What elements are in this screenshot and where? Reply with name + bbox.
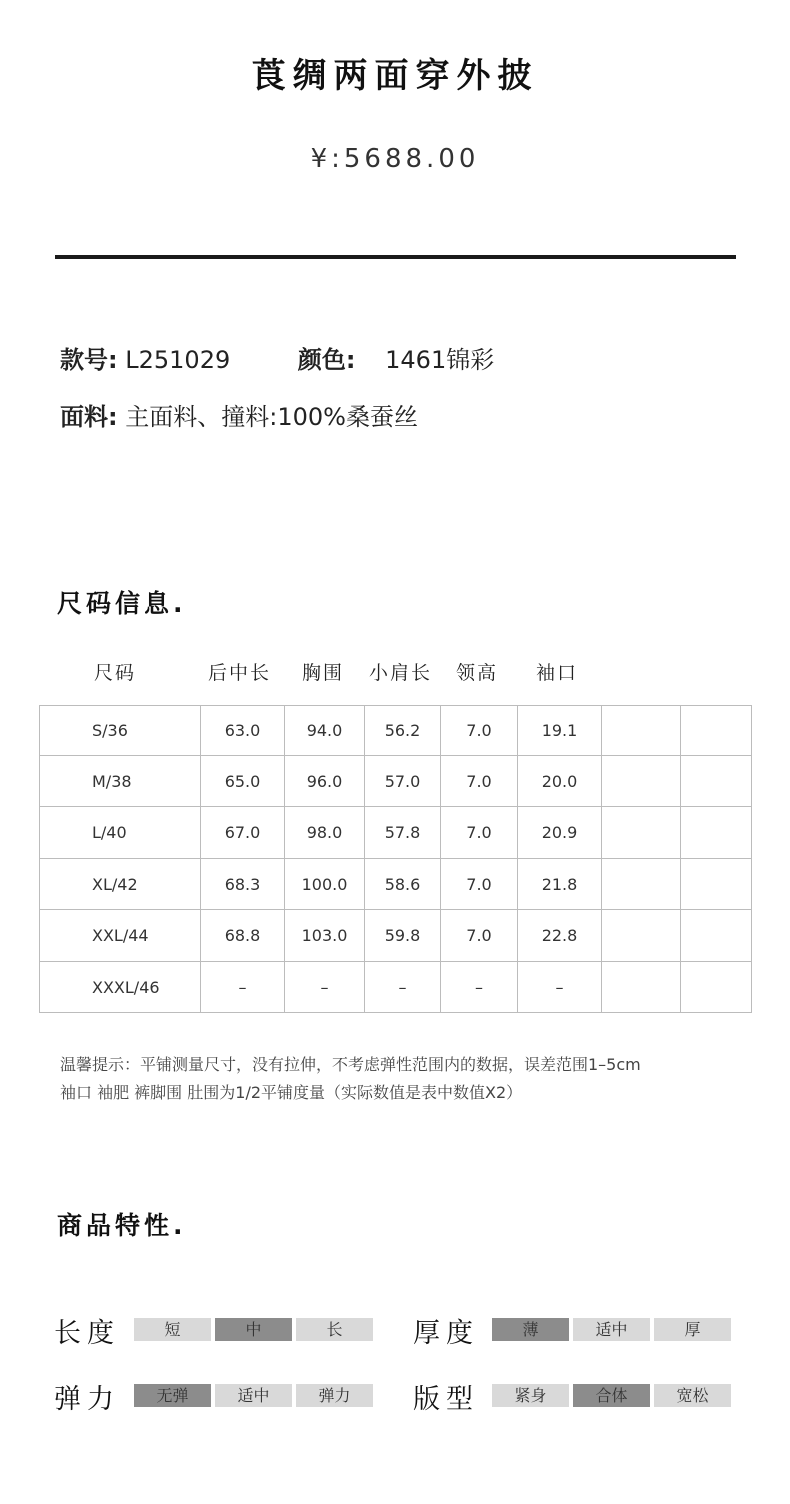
table-cell <box>681 807 752 859</box>
product-title: 莨绸两面穿外披 <box>251 56 539 96</box>
size-section-title: 尺码信息. <box>57 589 187 618</box>
fabric-value: 主面料、撞料:100%桑蚕丝 <box>125 403 418 431</box>
table-cell: – <box>201 962 285 1013</box>
table-cell: 19.1 <box>518 706 602 756</box>
table-cell: 68.8 <box>201 910 285 962</box>
table-row <box>40 756 752 807</box>
table-cell: 7.0 <box>441 706 518 756</box>
feature-label-thickness: 厚度 <box>413 1318 479 1349</box>
header-cuff: 袖口 <box>536 662 579 684</box>
product-price: ¥:5688.00 <box>310 144 480 174</box>
table-cell: L/40 <box>40 807 201 859</box>
header-back-length: 后中长 <box>208 662 272 684</box>
table-cell: – <box>285 962 365 1013</box>
feature-label-fit: 版型 <box>413 1384 479 1415</box>
table-cell: 7.0 <box>441 910 518 962</box>
table-cell: – <box>441 962 518 1013</box>
table-cell: 68.3 <box>201 859 285 910</box>
table-cell: 67.0 <box>201 807 285 859</box>
table-cell: 65.0 <box>201 756 285 807</box>
table-cell <box>602 910 681 962</box>
table-cell <box>602 706 681 756</box>
table-cell: 7.0 <box>441 807 518 859</box>
table-cell <box>681 910 752 962</box>
table-cell <box>602 962 681 1013</box>
feature-option-length-2: 长 <box>296 1318 373 1341</box>
style-value: L251029 <box>125 346 231 374</box>
table-cell: 7.0 <box>441 859 518 910</box>
table-cell: 21.8 <box>518 859 602 910</box>
divider <box>55 255 736 259</box>
table-cell <box>681 962 752 1013</box>
table-cell: XXL/44 <box>40 910 201 962</box>
table-cell: 94.0 <box>285 706 365 756</box>
table-row <box>40 706 752 756</box>
feature-option-fit-2: 宽松 <box>654 1384 731 1407</box>
table-cell: 22.8 <box>518 910 602 962</box>
feature-option-thickness-0: 薄 <box>492 1318 569 1341</box>
table-row <box>40 807 752 859</box>
header-shoulder: 小肩长 <box>369 662 433 684</box>
table-cell <box>681 706 752 756</box>
feature-option-elasticity-0: 无弹 <box>134 1384 211 1407</box>
table-cell: XXXL/46 <box>40 962 201 1013</box>
table-cell <box>602 807 681 859</box>
table-cell <box>681 859 752 910</box>
feature-option-length-1: 中 <box>215 1318 292 1341</box>
features-section-title: 商品特性. <box>57 1211 187 1240</box>
feature-option-thickness-1: 适中 <box>573 1318 650 1341</box>
header-chest: 胸围 <box>302 662 345 684</box>
table-row <box>40 962 752 1013</box>
size-note-1: 温馨提示：平铺测量尺寸，没有拉伸，不考虑弹性范围内的数据，误差范围1–5cm <box>60 1055 641 1074</box>
table-cell: 57.8 <box>365 807 441 859</box>
table-cell: 63.0 <box>201 706 285 756</box>
feature-option-length-0: 短 <box>134 1318 211 1341</box>
table-row <box>40 859 752 910</box>
table-cell: 57.0 <box>365 756 441 807</box>
header-collar: 领高 <box>456 662 499 684</box>
feature-label-elasticity: 弹力 <box>54 1384 120 1415</box>
style-label: 款号: <box>60 346 118 374</box>
table-cell: 56.2 <box>365 706 441 756</box>
feature-option-elasticity-1: 适中 <box>215 1384 292 1407</box>
header-size: 尺码 <box>94 662 137 684</box>
style-color-line <box>60 340 494 375</box>
table-cell: 100.0 <box>285 859 365 910</box>
size-table <box>39 705 752 1013</box>
fabric-line <box>60 397 418 432</box>
table-cell <box>681 756 752 807</box>
table-cell: XL/42 <box>40 859 201 910</box>
size-note-2: 袖口 袖肥 裤脚围 肚围为1/2平铺度量（实际数值是表中数值X2） <box>60 1083 523 1102</box>
feature-label-length: 长度 <box>54 1318 120 1349</box>
table-cell: – <box>518 962 602 1013</box>
feature-option-fit-1: 合体 <box>573 1384 650 1407</box>
table-cell: – <box>365 962 441 1013</box>
table-cell: 20.9 <box>518 807 602 859</box>
feature-option-fit-0: 紧身 <box>492 1384 569 1407</box>
feature-option-thickness-2: 厚 <box>654 1318 731 1341</box>
table-cell: 96.0 <box>285 756 365 807</box>
table-row <box>40 910 752 962</box>
table-cell: 59.8 <box>365 910 441 962</box>
table-cell: 20.0 <box>518 756 602 807</box>
table-cell: S/36 <box>40 706 201 756</box>
table-cell <box>602 756 681 807</box>
feature-option-elasticity-2: 弹力 <box>296 1384 373 1407</box>
fabric-label: 面料: <box>60 403 118 431</box>
color-value: 1461锦彩 <box>385 346 495 374</box>
table-cell: M/38 <box>40 756 201 807</box>
table-cell: 98.0 <box>285 807 365 859</box>
table-cell: 7.0 <box>441 756 518 807</box>
table-cell: 58.6 <box>365 859 441 910</box>
color-label: 颜色: <box>297 346 356 374</box>
table-cell <box>602 859 681 910</box>
table-cell: 103.0 <box>285 910 365 962</box>
